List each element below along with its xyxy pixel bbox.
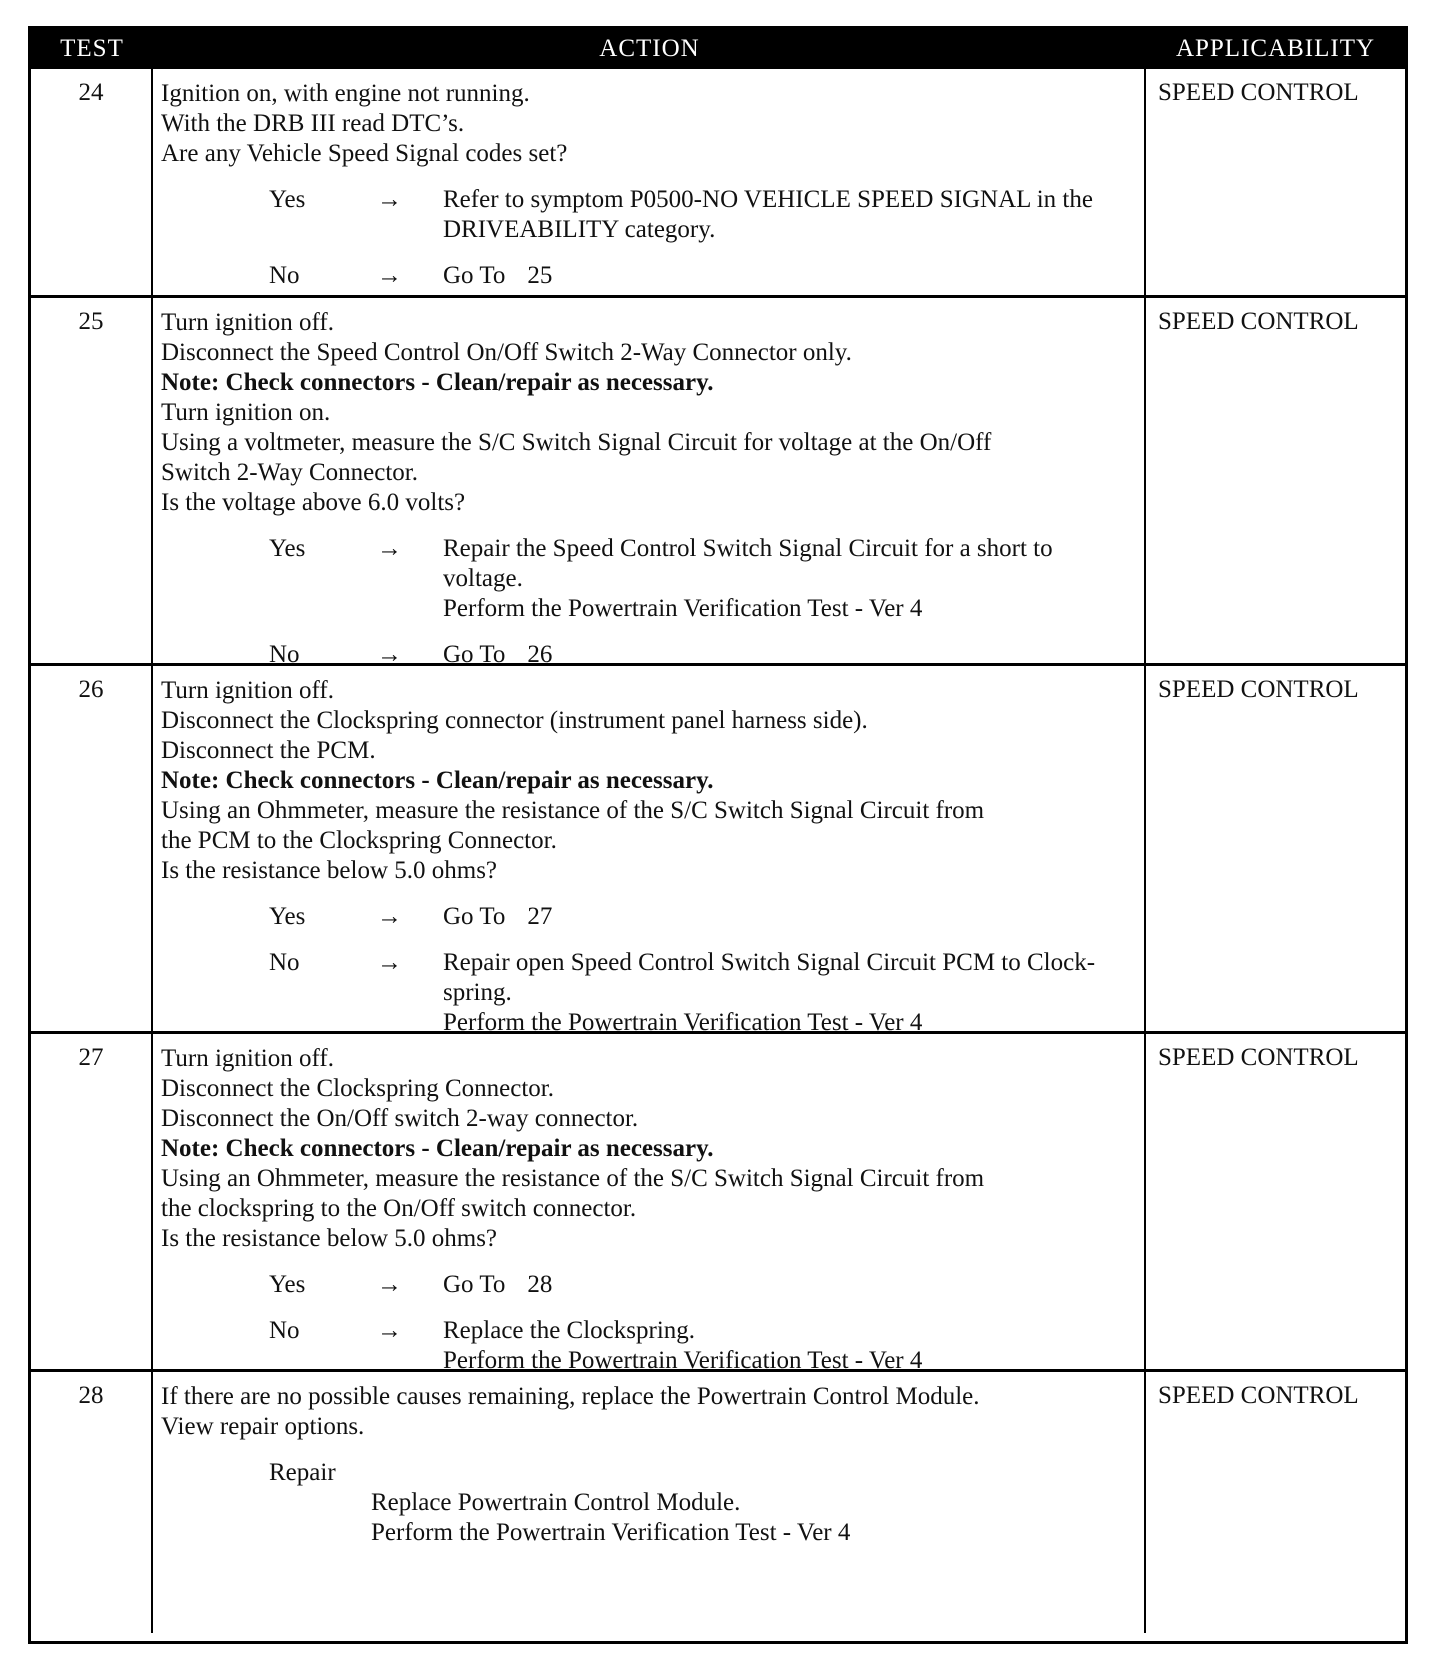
yes-branch xyxy=(161,1270,1136,1300)
action-line: Disconnect the On/Off switch 2-way connector. xyxy=(161,1105,639,1132)
header-applicability: APPLICABILITY xyxy=(1175,35,1376,62)
repair-text xyxy=(161,1488,1136,1548)
goto-target: 27 xyxy=(527,903,553,930)
action-line: Switch 2-Way Connector. xyxy=(161,459,418,486)
action-line: Are any Vehicle Speed Signal codes set? xyxy=(161,140,568,167)
goto-label: Go To xyxy=(443,641,506,668)
header-action: ACTION xyxy=(599,35,700,62)
action-line: View repair options. xyxy=(161,1413,365,1440)
note-line: Note: Check connectors - Clean/repair as necessary. xyxy=(161,767,714,794)
action-line: Disconnect the Clockspring Connector. xyxy=(161,1075,554,1102)
yes-line: Perform the Powertrain Verification Test - Ver 4 xyxy=(443,595,923,622)
action-line: Using an Ohmmeter, measure the resistance of the S/C Switch Signal Circuit from xyxy=(161,797,985,824)
action-cell xyxy=(153,69,1146,295)
yes-branch xyxy=(161,902,1136,932)
action-cell xyxy=(153,1034,1146,1374)
no-line: spring. xyxy=(443,979,512,1006)
yes-text xyxy=(443,185,1136,245)
action-line: With the DRB III read DTC’s. xyxy=(161,110,465,137)
header-test: TEST xyxy=(60,35,124,62)
arrow-icon: → xyxy=(377,535,402,562)
diagnostic-table xyxy=(28,26,1408,1644)
arrow-icon: → xyxy=(377,1317,402,1344)
no-line: Perform the Powertrain Verification Test - Ver 4 xyxy=(443,1347,923,1374)
repair-label: Repair xyxy=(269,1459,336,1486)
yes-label: Yes xyxy=(269,1271,306,1298)
table-row-25 xyxy=(31,295,1405,668)
action-cell xyxy=(153,1372,1146,1633)
no-line: Replace the Clockspring. xyxy=(443,1317,696,1344)
yes-branch xyxy=(161,534,1136,624)
table-row-26 xyxy=(31,663,1405,1036)
applicability-cell: SPEED CONTROL xyxy=(1158,676,1359,703)
note-line: Note: Check connectors - Clean/repair as necessary. xyxy=(161,369,714,396)
arrow-icon: → xyxy=(377,186,402,213)
action-line: Is the resistance below 5.0 ohms? xyxy=(161,857,498,884)
yes-goto xyxy=(443,902,1136,932)
arrow-icon: → xyxy=(377,262,402,289)
test-number: 28 xyxy=(31,1372,153,1633)
action-line: the clockspring to the On/Off switch connector. xyxy=(161,1195,637,1222)
yes-text xyxy=(443,534,1136,624)
goto-label: Go To xyxy=(443,262,506,289)
action-cell xyxy=(153,666,1146,1036)
yes-branch xyxy=(161,185,1136,245)
action-line: Using an Ohmmeter, measure the resistance of the S/C Switch Signal Circuit from xyxy=(161,1165,985,1192)
no-line: Perform the Powertrain Verification Test - Ver 4 xyxy=(443,1009,923,1036)
action-line: Is the resistance below 5.0 ohms? xyxy=(161,1225,498,1252)
action-line: Using a voltmeter, measure the S/C Switch Signal Circuit for voltage at the On/Off xyxy=(161,429,992,456)
action-line: Turn ignition off. xyxy=(161,1045,334,1072)
goto-label: Go To xyxy=(443,1271,506,1298)
arrow-icon: → xyxy=(377,949,402,976)
action-line: Is the voltage above 6.0 volts? xyxy=(161,489,466,516)
table-row-28 xyxy=(31,1369,1405,1633)
test-number: 24 xyxy=(31,69,153,295)
action-cell xyxy=(153,298,1146,668)
test-number: 25 xyxy=(31,298,153,663)
action-line: Turn ignition on. xyxy=(161,399,331,426)
note-line: Note: Check connectors - Clean/repair as necessary. xyxy=(161,1135,714,1162)
table-header xyxy=(31,29,1405,69)
applicability-cell: SPEED CONTROL xyxy=(1158,1044,1359,1071)
yes-label: Yes xyxy=(269,535,306,562)
action-line: Disconnect the PCM. xyxy=(161,737,376,764)
yes-line: voltage. xyxy=(443,565,523,592)
yes-label: Yes xyxy=(269,186,306,213)
goto-label: Go To xyxy=(443,903,506,930)
applicability-cell: SPEED CONTROL xyxy=(1158,1382,1359,1409)
no-text xyxy=(443,1316,1136,1376)
goto-target: 26 xyxy=(527,641,553,668)
no-label: No xyxy=(269,949,300,976)
no-label: No xyxy=(269,641,300,668)
test-number: 27 xyxy=(31,1034,153,1369)
no-label: No xyxy=(269,262,300,289)
action-line: Disconnect the Clockspring connector (instrument panel harness side). xyxy=(161,707,868,734)
no-goto xyxy=(443,261,1136,291)
action-line: Ignition on, with engine not running. xyxy=(161,80,530,107)
no-line: Repair open Speed Control Switch Signal Circuit PCM to Clock- xyxy=(443,949,1096,976)
no-branch xyxy=(161,261,1136,291)
no-branch xyxy=(161,948,1136,1038)
repair-line: Replace Powertrain Control Module. xyxy=(371,1489,741,1516)
yes-label: Yes xyxy=(269,903,306,930)
no-text xyxy=(443,948,1136,1038)
arrow-icon: → xyxy=(377,1271,402,1298)
action-line: Turn ignition off. xyxy=(161,677,334,704)
yes-line: Refer to symptom P0500-NO VEHICLE SPEED SIGNAL in the xyxy=(443,186,1093,213)
repair-line: Perform the Powertrain Verification Test - Ver 4 xyxy=(371,1519,851,1546)
table-row-24 xyxy=(31,69,1405,295)
yes-line: Repair the Speed Control Switch Signal Circuit for a short to xyxy=(443,535,1053,562)
action-line: Disconnect the Speed Control On/Off Switch 2-Way Connector only. xyxy=(161,339,852,366)
table-row-27 xyxy=(31,1031,1405,1374)
goto-target: 28 xyxy=(527,1271,553,1298)
yes-line: DRIVEABILITY category. xyxy=(443,216,716,243)
applicability-cell: SPEED CONTROL xyxy=(1158,308,1359,335)
applicability-cell: SPEED CONTROL xyxy=(1158,79,1359,106)
action-line: Turn ignition off. xyxy=(161,309,334,336)
arrow-icon: → xyxy=(377,903,402,930)
no-branch xyxy=(161,1316,1136,1376)
yes-goto xyxy=(443,1270,1136,1300)
no-label: No xyxy=(269,1317,300,1344)
arrow-icon: → xyxy=(377,641,402,668)
action-line: the PCM to the Clockspring Connector. xyxy=(161,827,557,854)
test-number: 26 xyxy=(31,666,153,1031)
action-line: If there are no possible causes remaining, replace the Powertrain Control Module. xyxy=(161,1383,980,1410)
goto-target: 25 xyxy=(527,262,553,289)
